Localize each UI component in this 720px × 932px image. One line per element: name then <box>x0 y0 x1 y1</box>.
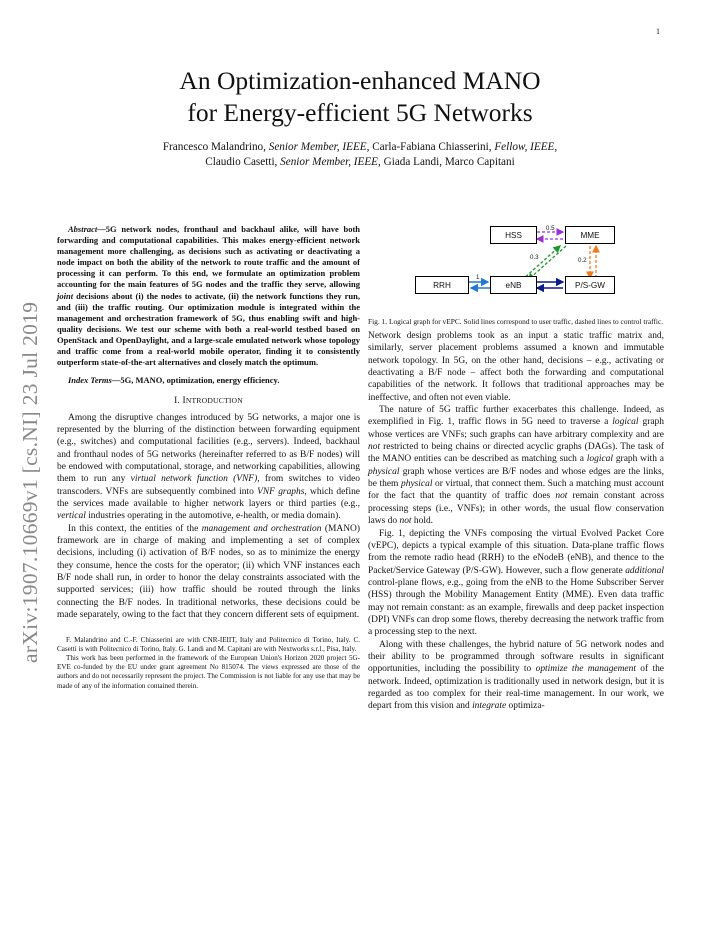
node-rrh: RRH <box>415 276 469 294</box>
right-paragraph-2: The nature of 5G traffic further exacerbates this challenge. Indeed, as exemplified in Fig. 1, traffic flows in 5G need to traverse a logical graph whose vertices are VNFs; such graphs can have arbitrary complexity and are not restricted to being chains or directed acyclic graphs (DAGs). The task of the MANO entities can be described as matching such a logical graph with a physical graph whose vertices are B/F nodes and whose edges are the links, be them physical or virtual, that connect them. Such a matching must account for the fact that the quantity of traffic does not remain constant across processing steps (i.e., VNFs); in other words, the usual flow conservation laws do not hold. <box>368 405 664 527</box>
node-mme: MME <box>565 226 615 244</box>
footnote-affiliations: F. Malandrino and C.-F. Chiasserini are with CNR-IEIIT, Italy and Politecnico di Torino, Italy. C. Casetti is with Politecnico di Torino, Italy. G. Landi and M. Capitani are with Nextworks s.r.l., Pisa, Italy. <box>57 635 360 653</box>
intro-paragraph-2: In this context, the entities of the management and orchestration (MANO) framework are in charge of making and implementing a set of complex decisions, including (i) activation of B/F nodes, so as to minimize the energy they consume, hence the costs for the operator; (ii) which VNF instances each B/F node shall run, in order to honor the delay constraints associated with the supported services; (iii) how traffic should be routed through the links connecting the B/F nodes. In traditional networks, these decisions could be made separately, owing to the fact that they concern different sets of equipment. <box>57 523 361 621</box>
label-hss-mme: 0.5 <box>546 225 555 232</box>
intro-paragraph-1: Among the disruptive changes introduced by 5G networks, a major one is represented by the blurring of the distinction between forwarding equipment (e.g., switches) and computational facilities (e.g., servers). Indeed, backhaul and fronthaul nodes of 5G networks (hereinafter referred to as B/F nodes) will be endowed with computational, storage, and networking capabilities, allowing them to run any virtual network function (VNF), from switches to video transcoders. VNFs are subsequently combined into VNF graphs, which define the services made available to higher network layers or third parties (e.g., vertical industries operating in the automotive, e-health, or media domain). <box>57 412 360 522</box>
label-mme-psgw: 0.2 <box>578 257 587 264</box>
label-rrh-enb: 1 <box>476 274 480 281</box>
index-terms-label: Index Terms <box>68 375 112 386</box>
label-enb-mme: 0.3 <box>530 254 539 261</box>
figure-vepc-graph <box>410 218 620 310</box>
right-paragraph-4: Along with these challenges, the hybrid nature of 5G network nodes and their ability to be programmed through software results in significant opportunities, including the possibility to optimize the management of the network. Indeed, optimization is traditionally used in network design, but it is regarded as too complex for their real-time management. In our work, we depart from this vision and integrate optimiza- <box>368 639 664 712</box>
footnote <box>57 636 360 691</box>
author-list <box>0 140 720 170</box>
edge-mme-enb <box>528 246 566 280</box>
right-paragraph-3: Fig. 1, depicting the VNFs composing the virtual Evolved Packet Core (vEPC), depicts a typical example of this situation. Data-plane traffic flows from the remote radio head (RRH) to the eNodeB (eNB), and thence to the Packet/Service Gateway (P/S-GW). However, such a flow generate additional control-plane flows, e.g., going from the eNB to the Home Subscriber Server (HSS) through the Mobility Management Entity (MME). Even data traffic may not remain constant: as an example, firewalls and deep packet inspection (DPI) VNFs can drop some flows, thereby decreasing the network traffic from a processing step to the next. <box>368 528 664 638</box>
title-line-1: An Optimization-enhanced MANO <box>179 66 541 95</box>
authors-line-1: Francesco Malandrino, Senior Member, IEEE, Carla-Fabiana Chiasserini, Fellow, IEEE, <box>162 141 558 153</box>
index-terms-text: —5G, MANO, optimization, energy efficiency. <box>111 375 280 386</box>
index-terms <box>57 375 360 386</box>
section-title-rest: NTRODUCTION <box>185 396 243 406</box>
section-title-initial: I <box>182 396 186 407</box>
authors-line-2: Claudio Casetti, Senior Member, IEEE, Giada Landi, Marco Capitani <box>205 156 515 168</box>
edge-enb-mme <box>522 246 560 280</box>
right-column <box>368 330 664 713</box>
page-number: 1 <box>656 27 660 36</box>
node-psgw: P/S-GW <box>565 276 615 294</box>
title-line-2: for Energy-efficient 5G Networks <box>187 98 533 127</box>
arxiv-identifier: arXiv:1907.10669v1 [cs.NI] 23 Jul 2019 <box>18 301 42 663</box>
abstract <box>57 224 360 368</box>
paper-title <box>0 65 720 129</box>
right-paragraph-1: Network design problems took as an input a static traffic matrix and, similarly, server placement problems assumed a known and immutable network topology. In 5G, on the other hand, decisions – e.g., activating or deactivating a B/F node – affect both the forwarding and computational capabilities of the network. It follows that traditional approaches may be ineffective, and often not even viable. <box>368 331 664 403</box>
section-number: I. <box>174 396 180 407</box>
figure-caption: Fig. 1. Logical graph for vEPC. Solid lines correspond to user traffic, dashed lines to control traffic. <box>368 317 664 326</box>
abstract-text: —5G network nodes, fronthaul and backhaul alike, will have both forwarding and computational capabilities. This makes energy-efficient network management more challenging, as decisions such as activating or deactivating a node impact on both the ability of the network to route traffic and the amount of processing it can perform. To this end, we formulate an optimization problem accounting for the main features of 5G nodes and the traffic they serve, allowing joint decisions about (i) the nodes to activate, (ii) the network functions they run, and (iii) the traffic routing. Our optimization module is integrated within the management and orchestration framework of 5G, thus enabling swift and high-quality decisions. We test our scheme with both a real-world testbed based on OpenStack and OpenDaylight, and a large-scale emulated network whose topology and traffic come from a real-world mobile operator, finding it to consistently outperform state-of-the-art alternatives and closely match the optimum. <box>57 224 360 368</box>
node-enb: eNB <box>490 276 537 294</box>
left-column <box>57 224 360 691</box>
node-hss: HSS <box>490 226 537 244</box>
section-heading-introduction <box>57 395 360 407</box>
footnote-funding: This work has been performed in the framework of the European Union's Horizon 2020 project 5G-EVE co-funded by the EU under grant agreement No 815074. The views expressed are those of the authors and do not necessarily represent the project. The Commission is not liable for any use that may be made of any of the information contained therein. <box>57 653 360 690</box>
abstract-label: Abstract <box>68 224 98 234</box>
